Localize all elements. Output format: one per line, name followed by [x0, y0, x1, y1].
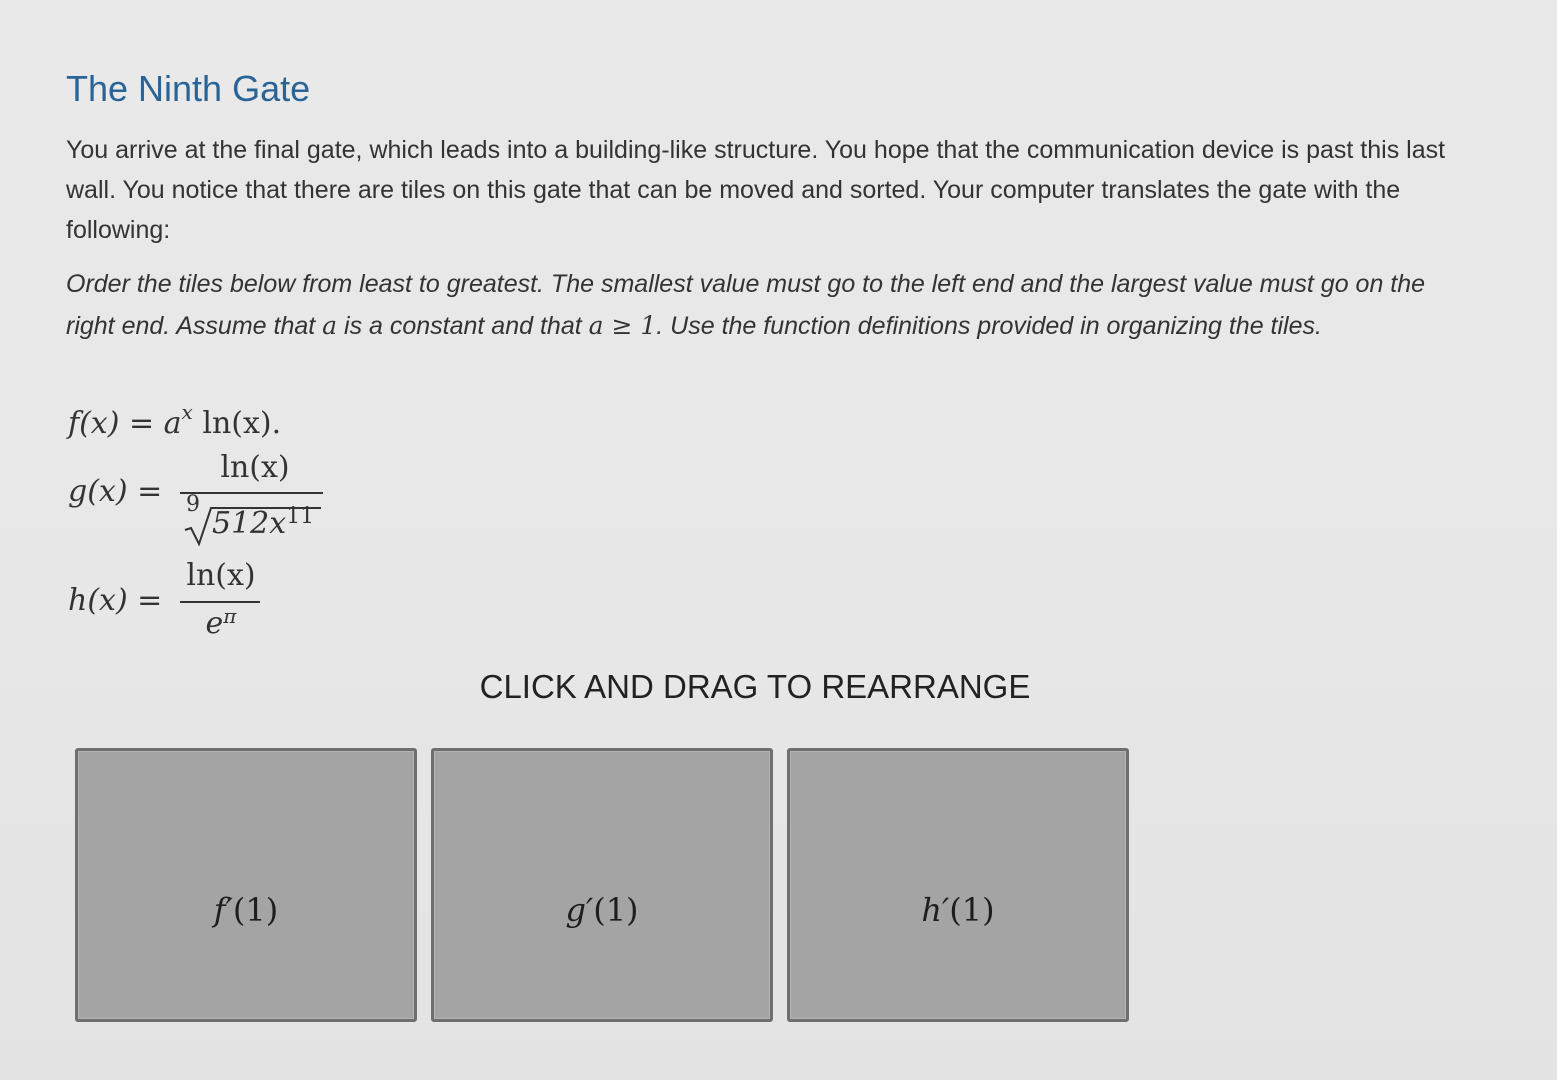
tile-f-prime-arg: (1) [232, 891, 279, 929]
function-h-lhs: h(x) = [68, 583, 163, 618]
tile-g-prime-arg: (1) [593, 891, 639, 929]
function-g [68, 474, 162, 509]
constraint: a ≥ 1 [588, 311, 657, 340]
function-f-rest: ln(x). [192, 406, 282, 441]
tile-g-prime-name: g′ [565, 891, 594, 929]
function-f-exp: x [181, 400, 193, 424]
function-g-radicand [212, 504, 314, 541]
tile-g-prime[interactable] [431, 748, 773, 1022]
tile-f-prime-label [78, 891, 414, 929]
tile-f-prime-name: f′ [213, 891, 233, 929]
tile-g-prime-label [434, 891, 770, 929]
instructions-text [66, 264, 1456, 347]
drag-instruction: CLICK AND DRAG TO REARRANGE [479, 668, 1031, 705]
function-g-lhs: g(x) = [68, 474, 163, 509]
instructions-part1: Order the tiles below from least to greatest. The smallest value must go to the left end and the largest value must go on the right end. Assume that [66, 270, 1426, 340]
tile-h-prime[interactable] [787, 748, 1129, 1022]
page-title: The Ninth Gate [66, 68, 311, 109]
tile-h-prime-label [790, 891, 1126, 929]
function-h-numerator: ln(x) [186, 558, 256, 593]
tile-h-prime-arg: (1) [949, 891, 995, 929]
intro-text: You arrive at the final gate, which leads into a building-like structure. You hope that the communication device is past this last wall. You notice that there are tiles on this gate that can be moved and sorted. Your computer translates the gate with the following: [66, 136, 1446, 244]
tile-h-prime-name: h′ [921, 891, 950, 929]
function-g-radicand-base: 512x [212, 506, 287, 541]
function-f-base: a [163, 406, 182, 441]
function-h-fraction-line [180, 601, 260, 603]
function-h-denominator-base: e [205, 606, 224, 641]
tile-f-prime[interactable] [75, 748, 417, 1022]
function-f [68, 400, 281, 441]
function-h-denominator [182, 604, 260, 641]
function-h [68, 583, 162, 618]
function-g-fraction-line [180, 492, 323, 494]
instructions-part3: . Use the function definitions provided in organizing the tiles. [656, 312, 1322, 340]
var-a: a [322, 311, 338, 340]
function-h-denominator-exp: π [223, 604, 237, 628]
instructions-part2: is a constant and that [337, 312, 589, 340]
function-g-radicand-exp: 11 [286, 504, 315, 529]
function-g-numerator: ln(x) [220, 450, 290, 485]
function-g-root-index: 9 [186, 492, 200, 517]
function-f-lhs: f(x) = [68, 406, 155, 441]
